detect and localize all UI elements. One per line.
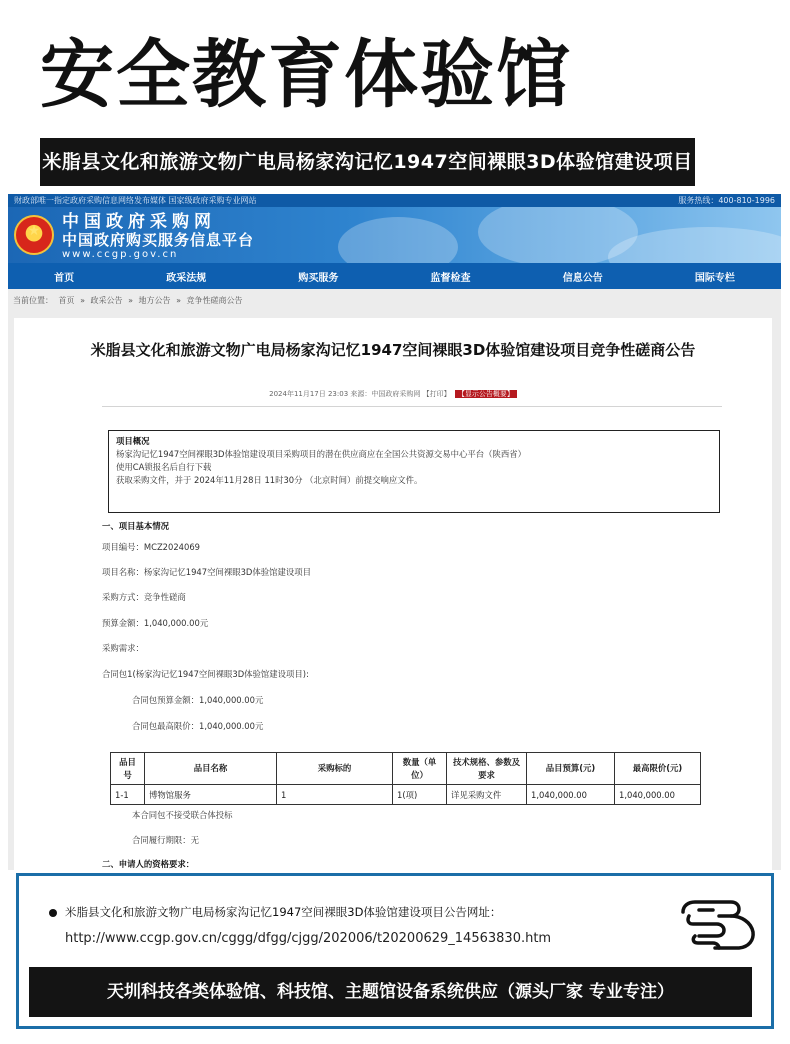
section-2-heading: 二、申请人的资格要求： <box>102 859 195 869</box>
breadcrumb-notices[interactable]: 政采公告 <box>90 296 123 305</box>
table-cell: 1 <box>277 785 393 805</box>
site-header <box>8 207 781 263</box>
national-emblem-icon <box>14 215 54 255</box>
print-link[interactable]: 【打印】 <box>422 390 451 398</box>
logo-line1: 中国政府采购网 <box>62 212 216 232</box>
table-header: 技术规格、参数及要求 <box>447 753 527 785</box>
table-header-row <box>111 753 701 785</box>
contract-term: 合同履行期限：无 <box>132 835 199 845</box>
nav-international[interactable]: 国际专栏 <box>694 272 735 284</box>
notice-url-box <box>16 873 774 1029</box>
contract-package: 合同包1(杨家沟记忆1947空间裸眼3D体验馆建设项目): <box>102 669 309 679</box>
breadcrumb-local[interactable]: 地方公告 <box>138 296 171 305</box>
table-row <box>111 785 701 805</box>
project-overview-box <box>108 430 720 513</box>
site-logo[interactable] <box>62 213 254 261</box>
table-header: 品目号 <box>111 753 145 785</box>
table-cell: 1-1 <box>111 785 145 805</box>
pointing-hand-icon <box>679 892 759 952</box>
table-header: 最高限价(元) <box>615 753 701 785</box>
bullet-icon <box>49 909 57 917</box>
meta-source: 来源：中国政府采购网 <box>350 390 421 398</box>
table-header: 采购标的 <box>277 753 393 785</box>
table-cell: 1(项) <box>393 785 447 805</box>
sub-banner: 米脂县文化和旅游文物广电局杨家沟记忆1947空间裸眼3D体验馆建设项目 <box>40 138 695 186</box>
breadcrumb <box>8 289 781 313</box>
summary-button[interactable]: 【显示公告概要】 <box>455 390 517 398</box>
overview-line: 获取采购文件，并于 2024年11月28日 11时30分 （北京时间）前提交响应文件。 <box>116 475 423 485</box>
project-number: 项目编号：MCZ2024069 <box>102 542 200 552</box>
table-cell: 1,040,000.00 <box>527 785 615 805</box>
breadcrumb-label: 当前位置： <box>13 296 53 305</box>
footer-banner: 天圳科技各类体验馆、科技馆、主题馆设备系统供应（源头厂家 专业专注） <box>29 967 752 1017</box>
section-1-heading: 一、项目基本情况 <box>102 521 169 531</box>
budget-amount: 预算金额：1,040,000.00元 <box>102 618 209 628</box>
breadcrumb-sep: » <box>80 296 85 305</box>
no-consortium-note: 本合同包不接受联合体投标 <box>132 810 233 820</box>
overview-heading: 项目概况 <box>116 436 150 446</box>
table-header: 数量（单位） <box>393 753 447 785</box>
article-title: 米脂县文化和旅游文物广电局杨家沟记忆1947空间裸眼3D体验馆建设项目竞争性磋商公告 <box>90 341 696 359</box>
top-strip <box>8 194 781 207</box>
logo-url: www.ccgp.gov.cn <box>62 249 179 260</box>
table-cell: 1,040,000.00 <box>615 785 701 805</box>
package-max-price: 合同包最高限价：1,040,000.00元 <box>132 721 264 731</box>
table-header: 品目预算(元) <box>527 753 615 785</box>
overview-line: 使用CA锁报名后自行下载 <box>116 462 212 472</box>
article <box>14 318 772 870</box>
nav-regulations[interactable]: 政采法规 <box>166 272 207 284</box>
project-name: 项目名称：杨家沟记忆1947空间裸眼3D体验馆建设项目 <box>102 567 311 577</box>
logo-line2: 中国政府购买服务信息平台 <box>62 231 255 249</box>
procurement-requirement: 采购需求： <box>102 643 144 653</box>
table-cell: 博物馆服务 <box>145 785 277 805</box>
procurement-method: 采购方式：竞争性磋商 <box>102 592 186 602</box>
article-meta <box>14 389 772 399</box>
main-title: 安全教育体验馆 <box>40 32 572 118</box>
table-cell: 详见采购文件 <box>447 785 527 805</box>
overview-line: 杨家沟记忆1947空间裸眼3D体验馆建设项目采购项目的潜在供应商应在全国公共资源交易中心平台（陕西省） <box>116 449 526 459</box>
url-title: 米脂县文化和旅游文物广电局杨家沟记忆1947空间裸眼3D体验馆建设项目公告网址： <box>65 905 502 919</box>
ccgp-screenshot <box>8 194 781 870</box>
nav-services[interactable]: 购买服务 <box>298 272 339 284</box>
breadcrumb-current[interactable]: 竞争性磋商公告 <box>186 296 243 305</box>
package-budget: 合同包预算金额：1,040,000.00元 <box>132 695 264 705</box>
procurement-table <box>110 752 701 805</box>
main-nav <box>8 263 781 289</box>
top-strip-left: 财政部唯一指定政府采购信息网络发布媒体 国家级政府采购专业网站 <box>14 196 257 205</box>
meta-date: 2024年11月17日 23:03 <box>269 390 349 398</box>
nav-notices[interactable]: 信息公告 <box>562 272 603 284</box>
table-header: 品目名称 <box>145 753 277 785</box>
breadcrumb-home[interactable]: 首页 <box>58 296 75 305</box>
notice-url-link[interactable]: http://www.ccgp.gov.cn/cggg/dfgg/cjgg/202006/t20200629_14563830.htm <box>65 931 552 946</box>
hotline: 服务热线：400-810-1996 <box>678 196 775 205</box>
divider <box>102 406 722 407</box>
breadcrumb-sep: » <box>176 296 181 305</box>
nav-home[interactable]: 首页 <box>54 272 75 284</box>
breadcrumb-sep: » <box>128 296 133 305</box>
nav-supervision[interactable]: 监督检查 <box>430 272 471 284</box>
